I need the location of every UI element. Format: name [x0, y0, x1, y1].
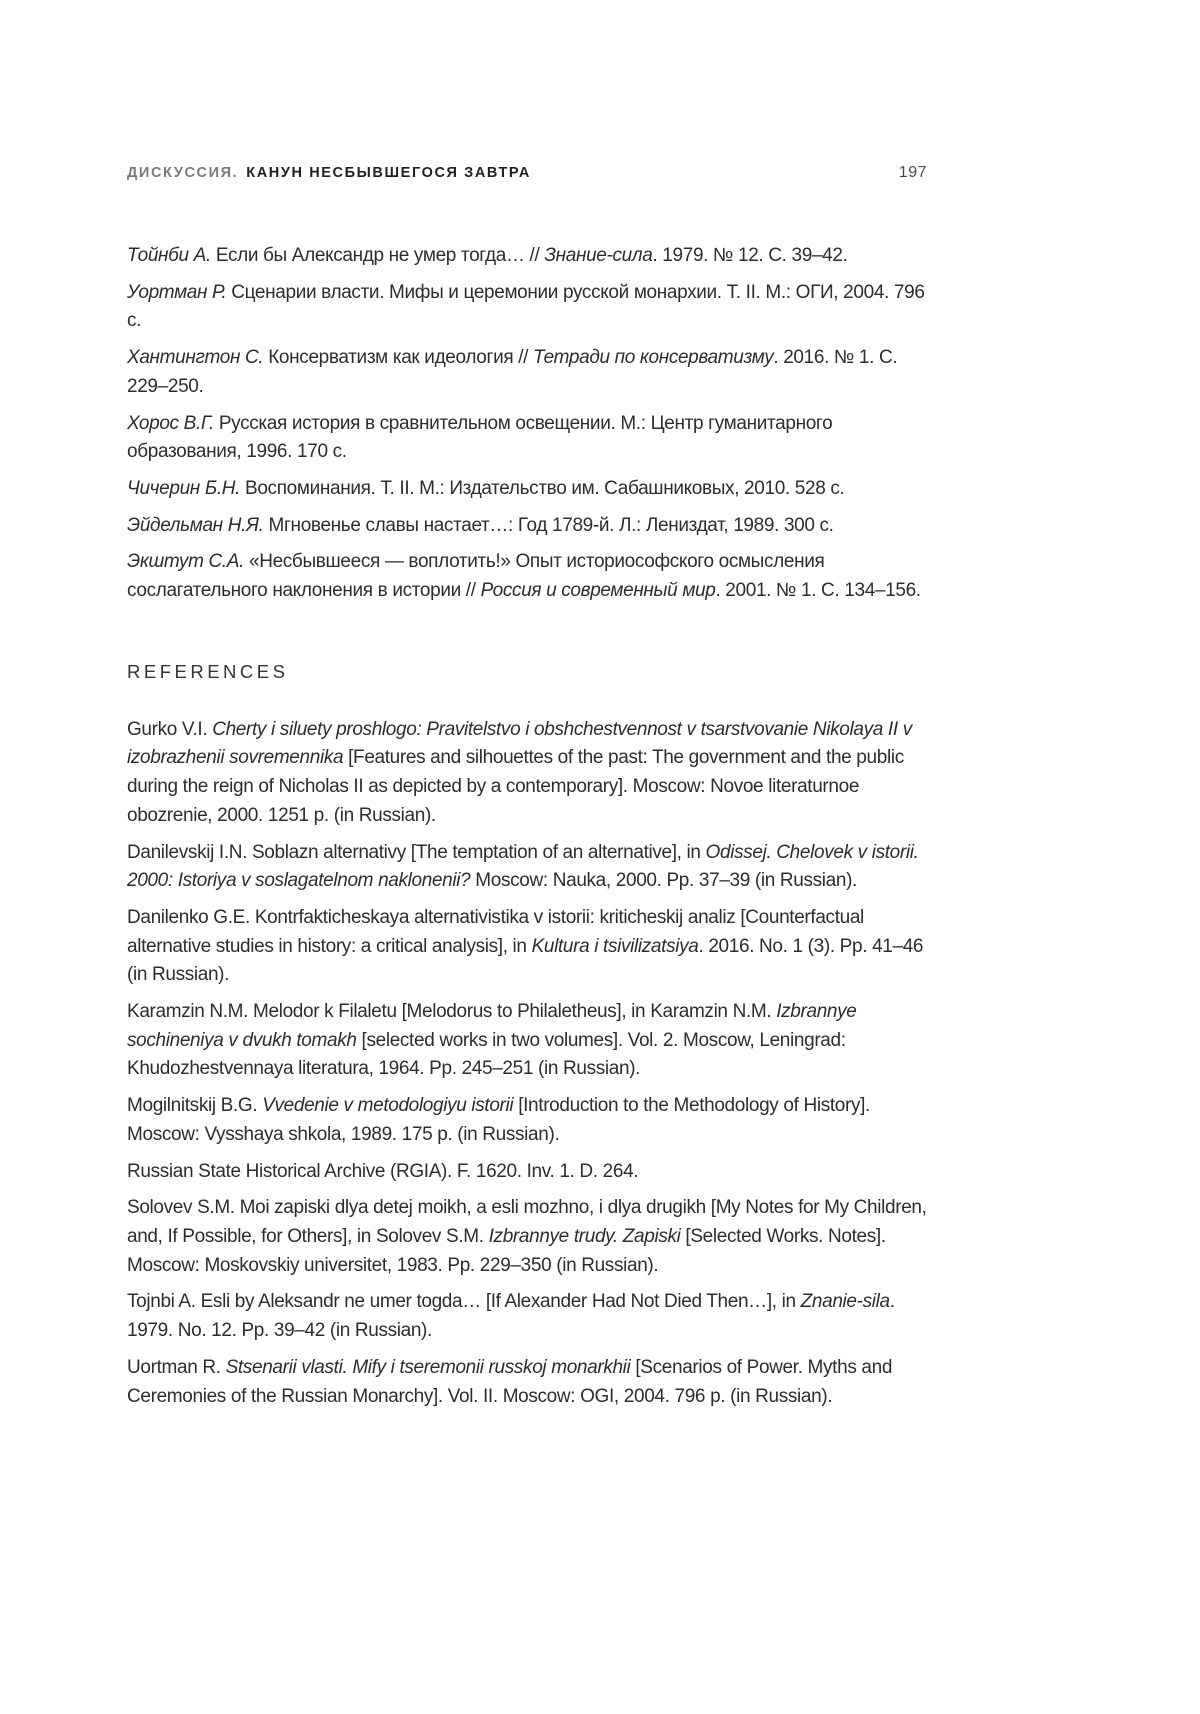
reference-entry: [127, 410, 927, 467]
reference-entry: [127, 475, 927, 504]
reference-text-run: . 2001. № 1. С. 134–156.: [715, 580, 921, 602]
reference-text-run: [Scenarios of Power. Myths and Ceremonies of the Russian Monarchy]. Vol. II. Moscow: OGI, 2004. 796 p. (in Russian).: [127, 1356, 893, 1407]
reference-entry: [127, 716, 927, 831]
reference-entry: [127, 839, 927, 896]
reference-text-run: Danilenko G.E. Kontrfakticheskaya alternativistika v istorii: kriticheskij analiz [Counterfactual alternative studies in history: a critical analysis], in: [127, 906, 864, 957]
reference-text-run: [Features and silhouettes of the past: The government and the public during the reign of Nicholas II as depicted by a contemporary]. Moscow: Novoe literaturnoe obozrenie, 2000. 1251 p. (in Russian).: [127, 747, 904, 826]
reference-text-run: Сценарии власти. Мифы и церемонии русской монархии. Т. II. М.: ОГИ, 2004. 796 с.: [127, 281, 925, 332]
reference-italic-run: Россия и современный мир: [480, 580, 716, 602]
english-references-list: [127, 716, 927, 1411]
reference-text-run: [Selected Works. Notes]. Moscow: Moskovskiy universitet, 1983. Pp. 229–350 (in Russian).: [127, 1225, 886, 1276]
reference-italic-run: Экштут С.А.: [127, 551, 245, 573]
reference-italic-run: Odissej. Chelovek v istorii. 2000: Istoriya v soslagatelnom naklonenii?: [127, 841, 919, 892]
reference-entry: [127, 548, 927, 605]
reference-italic-run: Izbrannye sochineniya v dvukh tomakh: [127, 1001, 857, 1051]
reference-entry: [127, 242, 927, 271]
reference-text-run: Мгновенье славы настает…: Год 1789-й. Л.: Лениздат, 1989. 300 с.: [263, 514, 834, 536]
reference-text-run: [selected works in two volumes]. Vol. 2. Moscow, Leningrad: Khudozhestvennaya literatura, 1964. Pp. 245–251 (in Russian).: [127, 1029, 846, 1080]
reference-italic-run: Знание-сила: [544, 245, 653, 266]
reference-italic-run: Чичерин Б.Н.: [127, 477, 241, 499]
reference-text-run: Uortman R.: [127, 1356, 226, 1378]
reference-italic-run: Эйдельман Н.Я.: [127, 514, 264, 536]
reference-text-run: Если бы Александр не умер тогда… //: [210, 245, 545, 266]
reference-text-run: Консерватизм как идеология //: [263, 347, 533, 369]
reference-text-run: . 1979. № 12. С. 39–42.: [652, 245, 848, 266]
running-head-section-label: ДИСКУССИЯ.: [127, 165, 239, 181]
reference-italic-run: Izbrannye trudy. Zapiski: [488, 1225, 681, 1247]
page-header: [127, 164, 927, 182]
running-head-article-title: КАНУН НЕСБЫВШЕГОСЯ ЗАВТРА: [246, 165, 531, 181]
reference-text-run: . 1979. No. 12. Pp. 39–42 (in Russian).: [127, 1291, 895, 1342]
reference-entry: [127, 1158, 927, 1187]
page-number: 197: [898, 164, 927, 181]
reference-italic-run: Хорос В.Г.: [127, 412, 214, 434]
reference-text-run: Воспоминания. Т. II. М.: Издательство им. Сабашниковых, 2010. 528 с.: [240, 477, 845, 499]
reference-text-run: Tojnbi A. Esli by Aleksandr ne umer togda… [If Alexander Had Not Died Then…], in: [127, 1291, 801, 1313]
reference-entry: [127, 998, 927, 1084]
reference-entry: [127, 1288, 927, 1345]
reference-italic-run: Cherty i siluety proshlogo: Pravitelstvo i obshchestvennost v tsarstvovanie Nikolaya II v izobrazhenii sovremennika: [127, 718, 912, 769]
reference-text-run: Russian State Historical Archive (RGIA). F. 1620. Inv. 1. D. 264.: [127, 1160, 639, 1182]
reference-italic-run: Тойнби А.: [127, 245, 211, 266]
reference-italic-run: Stsenarii vlasti. Mify i tseremonii russkoj monarkhii: [225, 1356, 631, 1378]
reference-entry: [127, 1092, 927, 1149]
reference-italic-run: Vvedenie v metodologiyu istorii: [262, 1095, 514, 1117]
reference-text-run: Solovev S.M. Moi zapiski dlya detej moikh, a esli mozhno, i dlya drugikh [My Notes for My Children, and, If Possible, for Others], in Solovev S.M.: [127, 1197, 927, 1247]
reference-italic-run: Уортман Р.: [127, 281, 227, 303]
reference-entry: [127, 512, 927, 541]
references-heading: REFERENCES: [127, 660, 289, 682]
reference-text-run: «Несбывшееся — воплотить!» Опыт историософского осмысления сослагательного наклонения в истории //: [127, 551, 825, 602]
page-content: [127, 164, 927, 1419]
reference-entry: [127, 1194, 927, 1280]
reference-text-run: Gurko V.I.: [127, 718, 213, 740]
running-head: [127, 164, 531, 182]
russian-references-list: [127, 242, 927, 606]
reference-italic-run: Kultura i tsivilizatsiya: [531, 935, 699, 957]
reference-text-run: Karamzin N.M. Melodor k Filaletu [Melodorus to Philaletheus], in Karamzin N.M.: [127, 1001, 777, 1023]
reference-text-run: [Introduction to the Methodology of History]. Moscow: Vysshaya shkola, 1989. 175 p. (in Russian).: [127, 1095, 870, 1145]
reference-entry: [127, 904, 927, 990]
reference-text-run: Moscow: Nauka, 2000. Pp. 37–39 (in Russian).: [470, 870, 857, 892]
reference-italic-run: Хантингтон С.: [127, 347, 264, 369]
reference-italic-run: Znanie-sila: [800, 1291, 890, 1313]
reference-text-run: Mogilnitskij B.G.: [127, 1095, 263, 1117]
reference-text-run: Русская история в сравнительном освещении. М.: Центр гуманитарного образования, 1996. 170 с.: [127, 412, 833, 463]
reference-text-run: Danilevskij I.N. Soblazn alternativy [The temptation of an alternative], in: [127, 841, 706, 863]
reference-text-run: . 2016. № 1. С. 229–250.: [127, 347, 898, 397]
reference-text-run: . 2016. No. 1 (3). Pp. 41–46 (in Russian).: [127, 935, 924, 986]
reference-entry: [127, 279, 927, 336]
reference-italic-run: Тетради по консерватизму: [533, 347, 774, 369]
reference-entry: [127, 344, 927, 401]
reference-entry: [127, 1354, 927, 1411]
